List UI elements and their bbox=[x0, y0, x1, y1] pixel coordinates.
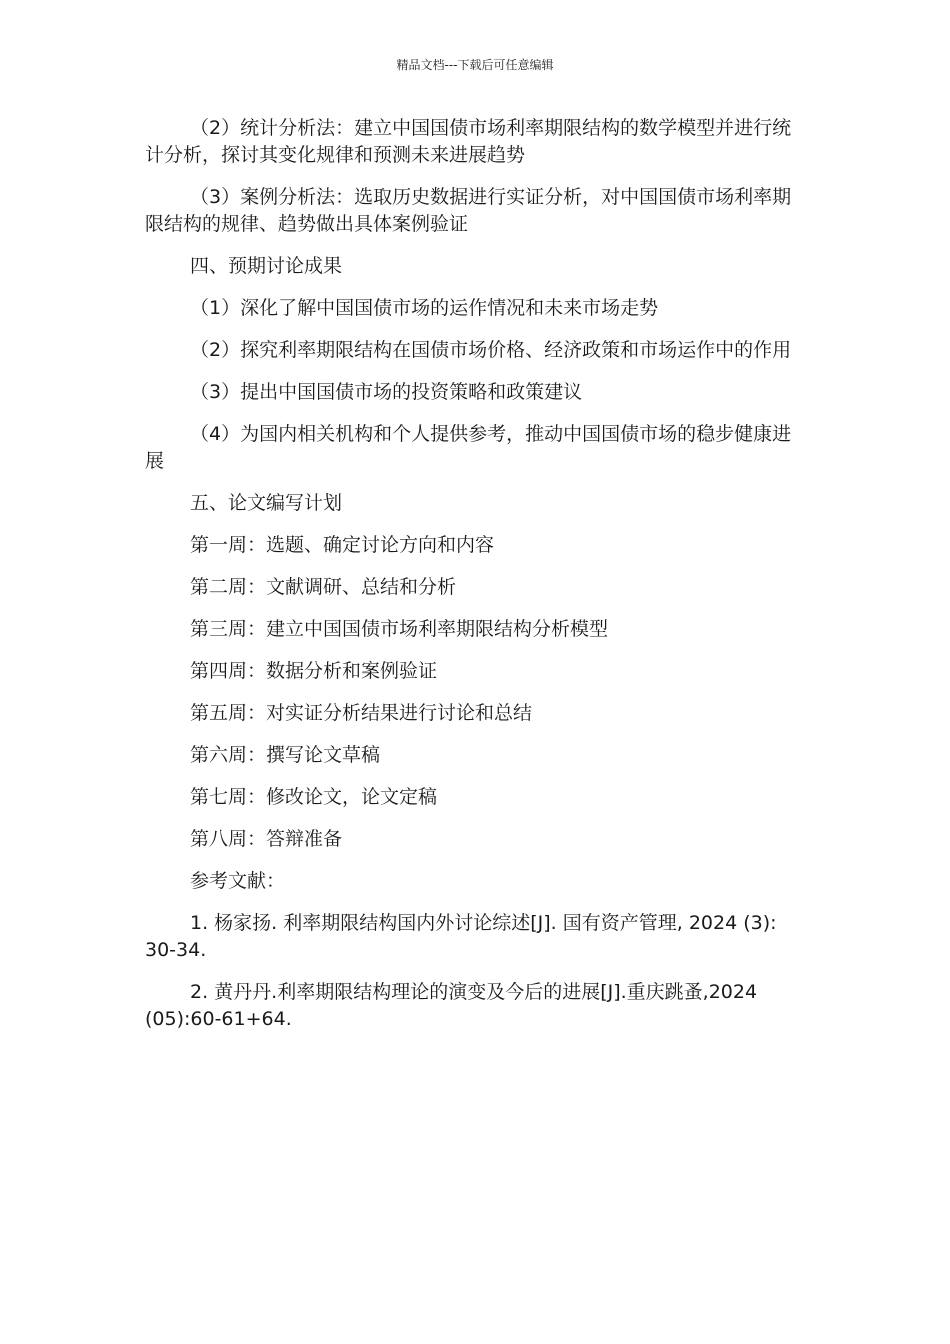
plan-week-2: 第二周：文献调研、总结和分析 bbox=[190, 576, 457, 598]
plan-week-5: 第五周：对实证分析结果进行讨论和总结 bbox=[190, 702, 533, 724]
document-body bbox=[145, 115, 810, 1048]
page-header: 精品文档---下载后可任意编辑 bbox=[396, 58, 554, 72]
plan-week-6: 第六周：撰写论文草稿 bbox=[190, 744, 381, 766]
paragraph-result-2: （2）探究利率期限结构在国债市场价格、经济政策和市场运作中的作用 bbox=[190, 339, 792, 361]
section-heading-writing-plan: 五、论文编写计划 bbox=[190, 492, 343, 514]
plan-week-4: 第四周：数据分析和案例验证 bbox=[190, 660, 438, 682]
plan-week-3: 第三周：建立中国国债市场利率期限结构分析模型 bbox=[190, 618, 609, 640]
reference-2: 2. 黄丹丹.利率期限结构理论的演变及今后的进展[J].重庆跳蚤,2024 (05):60-61+64. bbox=[145, 981, 758, 1030]
section-heading-expected-results: 四、预期讨论成果 bbox=[190, 255, 343, 277]
references-heading: 参考文献： bbox=[190, 870, 286, 892]
paragraph-method-case: （3）案例分析法：选取历史数据进行实证分析，对中国国债市场利率期限结构的规律、趋势做出具体案例验证 bbox=[145, 186, 792, 235]
plan-week-7: 第七周：修改论文，论文定稿 bbox=[190, 786, 438, 808]
paragraph-result-1: （1）深化了解中国国债市场的运作情况和未来市场走势 bbox=[190, 297, 659, 319]
paragraph-result-3: （3）提出中国国债市场的投资策略和政策建议 bbox=[190, 381, 583, 403]
reference-1: 1. 杨家扬. 利率期限结构国内外讨论综述[J]. 国有资产管理, 2024 (3): 30-34. bbox=[145, 912, 777, 961]
plan-week-8: 第八周：答辩准备 bbox=[190, 828, 343, 850]
paragraph-method-statistical: （2）统计分析法：建立中国国债市场利率期限结构的数学模型并进行统计分析，探讨其变化规律和预测未来进展趋势 bbox=[145, 117, 792, 166]
paragraph-result-4: （4）为国内相关机构和个人提供参考，推动中国国债市场的稳步健康进展 bbox=[145, 423, 792, 472]
plan-week-1: 第一周：选题、确定讨论方向和内容 bbox=[190, 534, 495, 556]
